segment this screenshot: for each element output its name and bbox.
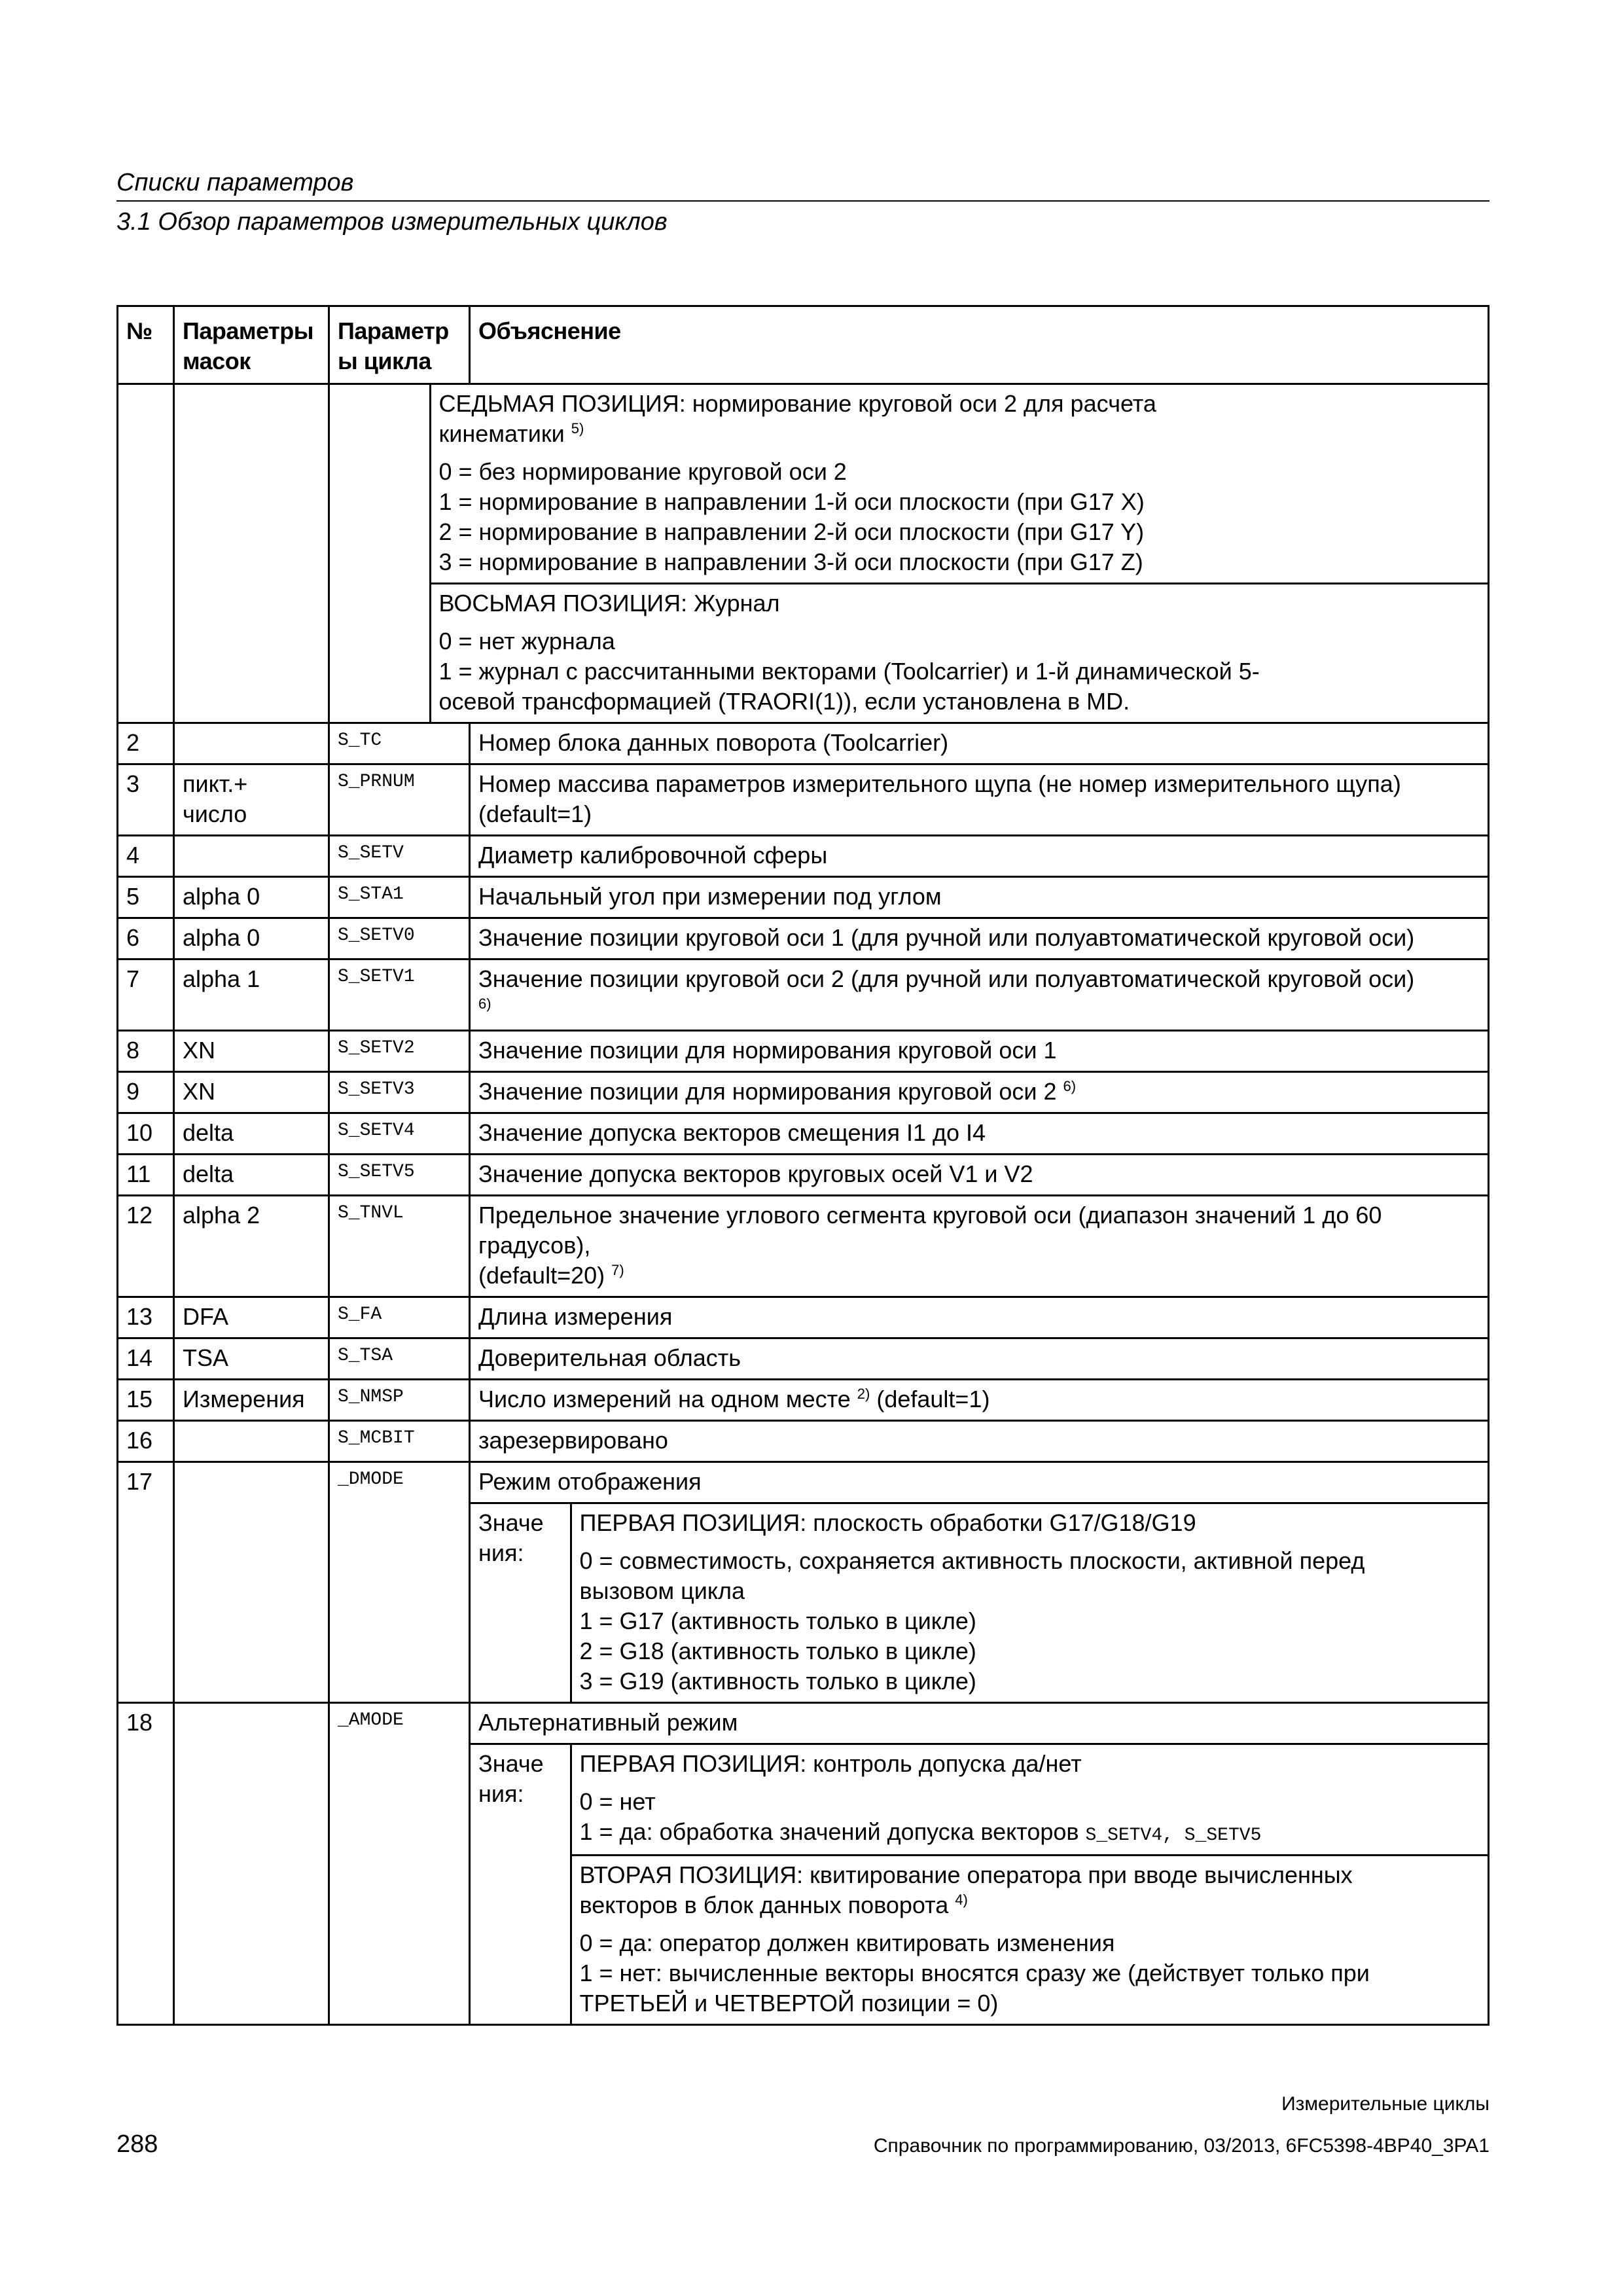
table-row: [118, 1338, 1489, 1380]
cell-param: S_TNVL: [329, 1196, 470, 1297]
cell-explanation: [470, 1462, 1489, 1703]
col-header-cycle-line2: ы цикла: [338, 348, 431, 374]
p8-title: ВОСЬМАЯ ПОЗИЦИЯ: Журнал: [438, 590, 780, 617]
expl-line3: (default=20): [478, 1262, 605, 1289]
table-row-17: [118, 1462, 1489, 1703]
col-header-cycle-line1: Параметр: [338, 317, 449, 344]
page-number: 288: [116, 2130, 158, 2158]
position-seventh: [430, 385, 1488, 584]
footnote-ref: 4): [955, 1892, 968, 1908]
table-row: [118, 1072, 1489, 1113]
table-row: [118, 918, 1489, 960]
p7-title-2: кинематики: [438, 420, 565, 447]
cell-mask: delta: [174, 1113, 329, 1155]
row17-first-position: [571, 1503, 1488, 1702]
p1-title: ПЕРВАЯ ПОЗИЦИЯ: плоскость обработки G17/G18/G19: [579, 1509, 1196, 1536]
cell-explanation: [470, 1072, 1489, 1113]
p8-value-0: 0 = нет журнала: [438, 628, 615, 655]
cell-param: _AMODE: [329, 1703, 470, 2025]
p8-value-1: 1 = журнал с рассчитанными векторами (Toolcarrier) и 1-й динамической 5-: [438, 658, 1260, 685]
cell-no: 11: [118, 1155, 174, 1196]
cell-param: S_MCBIT: [329, 1421, 470, 1462]
cell-param: S_TSA: [329, 1338, 470, 1380]
cell-param: S_PRNUM: [329, 764, 470, 836]
cell-explanation: зарезервировано: [470, 1421, 1489, 1462]
cell-mask: [174, 384, 329, 723]
parameter-table: [116, 305, 1489, 2026]
cell-explanation: Длина измерения: [470, 1297, 1489, 1338]
footnote-ref: 2): [857, 1386, 870, 1402]
cell-mask: delta: [174, 1155, 329, 1196]
table-row-continuation: [118, 384, 1489, 723]
cell-mask: TSA: [174, 1338, 329, 1380]
expl-line2: градусов),: [478, 1232, 591, 1259]
p7-value-2: 2 = нормирование в направлении 2-й оси плоскости (при G17 Y): [438, 518, 1145, 545]
cell-mask: Измерения: [174, 1380, 329, 1421]
p2-title-2: векторов в блок данных поворота: [579, 1892, 949, 1918]
cell-explanation: Доверительная область: [470, 1338, 1489, 1380]
cell-mask: alpha 1: [174, 960, 329, 1031]
cell-explanation: Значение допуска векторов круговых осей V1 и V2: [470, 1155, 1489, 1196]
p1-value-0b: вызовом цикла: [579, 1577, 745, 1604]
col-header-no: №: [118, 306, 174, 384]
col-header-explanation: Объяснение: [470, 306, 1489, 384]
cell-param: S_SETV: [329, 836, 470, 877]
cell-no: 7: [118, 960, 174, 1031]
cell-no: 12: [118, 1196, 174, 1297]
expl-text: Число измерений на одном месте: [478, 1386, 851, 1412]
chapter-title: Списки параметров: [116, 169, 354, 196]
row18-second-position: [571, 1856, 1488, 2024]
p1-value-1-code: S_SETV4, S_SETV5: [1085, 1825, 1262, 1846]
cell-no: 9: [118, 1072, 174, 1113]
p1-value-1-text: 1 = да: обработка значений допуска векторов: [579, 1818, 1079, 1845]
cell-explanation: Значение допуска векторов смещения I1 до I4: [470, 1113, 1489, 1155]
cell-mask: [174, 836, 329, 877]
values-label: [471, 1744, 571, 2024]
cell-explanation: [470, 1196, 1489, 1297]
cell-no: 13: [118, 1297, 174, 1338]
p7-value-1: 1 = нормирование в направлении 1-й оси плоскости (при G17 X): [438, 488, 1145, 515]
mask-line2: число: [183, 800, 247, 827]
row18-first-position: [571, 1744, 1488, 1856]
values-label-line1: Значе: [478, 1509, 544, 1536]
cell-param: S_SETV0: [329, 918, 470, 960]
continuation-subtable: [330, 385, 1488, 722]
cell-no: 16: [118, 1421, 174, 1462]
row18-subtable: [471, 1704, 1488, 2024]
cell-no: 2: [118, 723, 174, 764]
table-row: [118, 877, 1489, 918]
cell-no: 15: [118, 1380, 174, 1421]
expl-tail: (default=1): [876, 1386, 990, 1412]
cell-mask: alpha 0: [174, 877, 329, 918]
p1-value-3: 3 = G19 (активность только в цикле): [579, 1668, 976, 1695]
footer-reference: Справочник по программированию, 03/2013, 6FC5398-4BP40_3PA1: [873, 2135, 1489, 2157]
cell-explanation: Номер блока данных поворота (Toolcarrier): [470, 723, 1489, 764]
expl-text: Значение позиции для нормирования круговой оси 2: [478, 1078, 1057, 1105]
p1-value-2: 2 = G18 (активность только в цикле): [579, 1638, 976, 1664]
table-row: [118, 960, 1489, 1031]
cell-param: S_FA: [329, 1297, 470, 1338]
expl-line1: Номер массива параметров измерительного щупа (не номер измерительного щупа): [478, 770, 1401, 797]
table-row: [118, 1421, 1489, 1462]
cell-explanation: [470, 1380, 1489, 1421]
cell-no: [118, 384, 174, 723]
cell-no: 4: [118, 836, 174, 877]
cell-mask: [174, 1462, 329, 1703]
cell-param: S_TC: [329, 723, 470, 764]
cell-no: 18: [118, 1703, 174, 2025]
table-header-row: [118, 306, 1489, 384]
cell-param: S_SETV4: [329, 1113, 470, 1155]
row17-subtable: [471, 1463, 1488, 1702]
cell-mask: alpha 0: [174, 918, 329, 960]
cell-explanation: [470, 1703, 1489, 2025]
cell-param: S_NMSP: [329, 1380, 470, 1421]
cell-no: 14: [118, 1338, 174, 1380]
footnote-ref: 6): [478, 996, 491, 1012]
p1-title: ПЕРВАЯ ПОЗИЦИЯ: контроль допуска да/нет: [579, 1750, 1082, 1777]
row18-title: Альтернативный режим: [478, 1709, 738, 1736]
cell-explanation: Значение позиции для нормирования круговой оси 1: [470, 1031, 1489, 1072]
footer-book-title: Измерительные циклы: [1281, 2093, 1489, 2115]
col-header-cycle: [329, 306, 470, 384]
table-row: [118, 1196, 1489, 1297]
table-row: [118, 1297, 1489, 1338]
p7-value-3: 3 = нормирование в направлении 3-й оси плоскости (при G17 Z): [438, 548, 1143, 575]
p2-value-1b: ТРЕТЬЕЙ и ЧЕТВЕРТОЙ позиции = 0): [579, 1990, 999, 2017]
cell-mask: [174, 1703, 329, 2025]
cell-explanation: Диаметр калибровочной сферы: [470, 836, 1489, 877]
p7-title: СЕДЬМАЯ ПОЗИЦИЯ: нормирование круговой оси 2 для расчета: [438, 390, 1156, 417]
p2-value-0: 0 = да: оператор должен квитировать изменения: [579, 1929, 1115, 1956]
cell-no: 17: [118, 1462, 174, 1703]
cell-no: 8: [118, 1031, 174, 1072]
p1-value-1: [580, 1817, 1480, 1849]
cell-param: _DMODE: [329, 1462, 470, 1703]
cell-mask: [174, 764, 329, 836]
cell-param: S_SETV3: [329, 1072, 470, 1113]
values-label: [471, 1503, 571, 1702]
table-row: [118, 1380, 1489, 1421]
footnote-ref: 5): [571, 420, 584, 437]
cell-no: 5: [118, 877, 174, 918]
cell-no: 3: [118, 764, 174, 836]
cell-mask: alpha 2: [174, 1196, 329, 1297]
row17-title: Режим отображения: [478, 1468, 702, 1495]
position-eighth: [430, 584, 1488, 723]
col-header-mask-line2: масок: [183, 348, 251, 374]
cell-param: S_SETV5: [329, 1155, 470, 1196]
p1-value-1: 1 = G17 (активность только в цикле): [579, 1607, 976, 1634]
cell-param-empty: [330, 385, 430, 722]
cell-explanation: [470, 960, 1489, 1031]
values-label-line2: ния:: [478, 1780, 524, 1807]
table-row: [118, 836, 1489, 877]
table-row: [118, 1155, 1489, 1196]
cell-mask: [174, 1421, 329, 1462]
cell-mask: [174, 723, 329, 764]
cell-mask: DFA: [174, 1297, 329, 1338]
cell-mask: XN: [174, 1072, 329, 1113]
values-label-line2: ния:: [478, 1539, 524, 1566]
cell-param: S_SETV1: [329, 960, 470, 1031]
footnote-ref: 6): [1063, 1078, 1077, 1094]
cell-mask: XN: [174, 1031, 329, 1072]
expl-line1: Предельное значение углового сегмента круговой оси (диапазон значений 1 до 60: [478, 1202, 1382, 1229]
p1-value-0: 0 = нет: [579, 1788, 656, 1815]
table-row: [118, 764, 1489, 836]
cell-explanation: Начальный угол при измерении под углом: [470, 877, 1489, 918]
expl-line1: Значение позиции круговой оси 2 (для ручной или полуавтоматической круговой оси): [478, 965, 1415, 992]
p2-title: ВТОРАЯ ПОЗИЦИЯ: квитирование оператора при вводе вычисленных: [579, 1861, 1353, 1888]
values-label-line1: Значе: [478, 1750, 544, 1777]
table-row: [118, 1113, 1489, 1155]
col-header-mask-line1: Параметры: [183, 317, 313, 344]
cell-param: S_STA1: [329, 877, 470, 918]
table-row-18: [118, 1703, 1489, 2025]
mask-line1: пикт.+: [183, 770, 248, 797]
section-title: 3.1 Обзор параметров измерительных циклов: [116, 208, 668, 236]
cell-no: 6: [118, 918, 174, 960]
p8-value-1b: осевой трансформацией (TRAORI(1)), если установлена в MD.: [438, 688, 1130, 715]
table-row: [118, 723, 1489, 764]
header-rule: [116, 200, 1489, 202]
p1-value-0: 0 = совместимость, сохраняется активность плоскости, активной перед: [579, 1547, 1365, 1574]
p7-value-0: 0 = без нормирование круговой оси 2: [438, 458, 847, 485]
expl-line2: (default=1): [478, 800, 592, 827]
cell-continuation: [329, 384, 1489, 723]
cell-param: S_SETV2: [329, 1031, 470, 1072]
col-header-mask: [174, 306, 329, 384]
cell-no: 10: [118, 1113, 174, 1155]
cell-explanation: Значение позиции круговой оси 1 (для ручной или полуавтоматической круговой оси): [470, 918, 1489, 960]
p2-value-1: 1 = нет: вычисленные векторы вносятся сразу же (действует только при: [579, 1960, 1370, 1986]
table-row: [118, 1031, 1489, 1072]
footnote-ref: 7): [611, 1262, 624, 1278]
cell-explanation: [470, 764, 1489, 836]
